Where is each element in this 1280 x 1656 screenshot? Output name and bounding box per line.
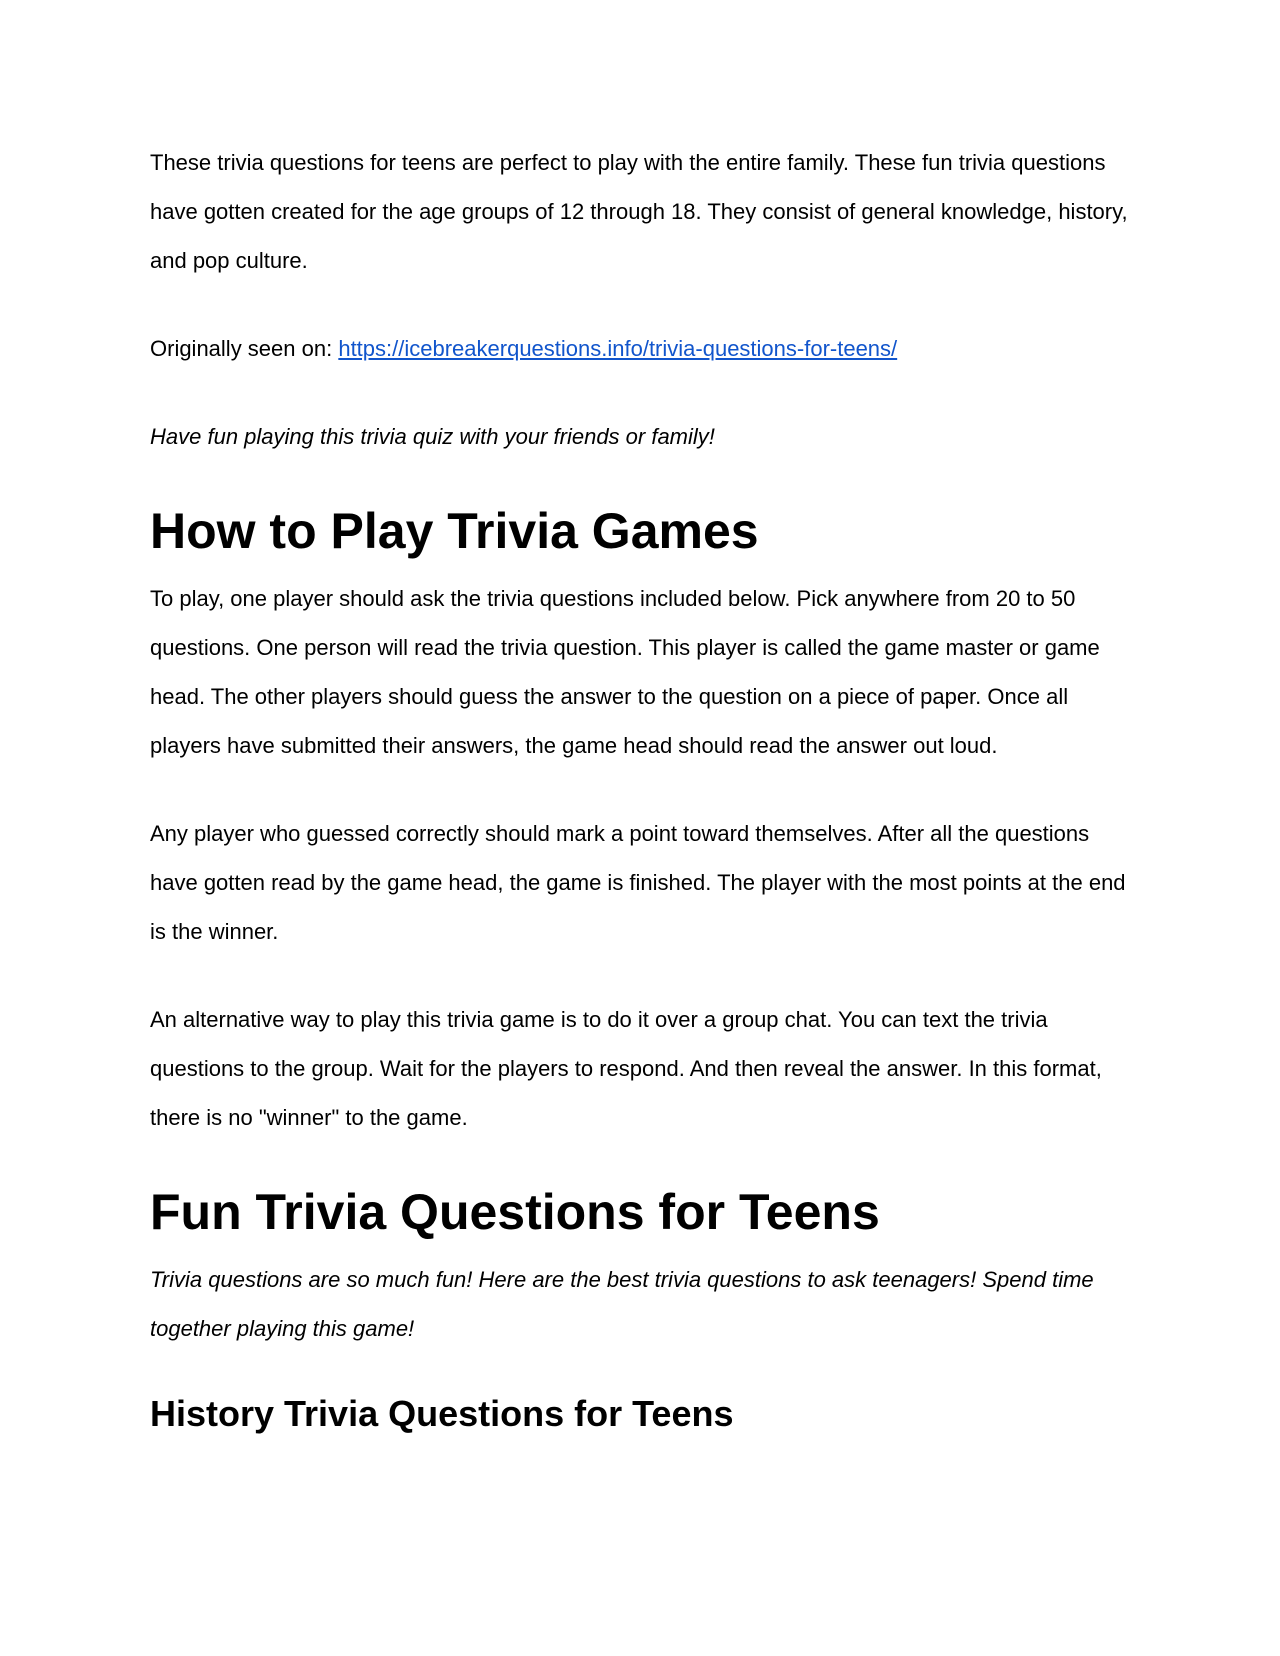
how-to-play-paragraph-3: An alternative way to play this trivia game is to do it over a group chat. You can text the trivia questions to the group. Wait for the players to respond. And then reveal the answer. In this format, there is no "winner" to the game.	[150, 1007, 1102, 1130]
source-prefix: Originally seen on:	[150, 336, 339, 361]
how-to-play-paragraph-1: To play, one player should ask the trivia questions included below. Pick anywhere from 20 to 50 questions. One person will read the trivia question. This player is called the game master or game head. The other players should guess the answer to the question on a piece of paper. Once all players have submitted their answers, the game head should read the answer out loud.	[150, 586, 1100, 758]
fun-trivia-intro: Trivia questions are so much fun! Here are the best trivia questions to ask teenagers! Spend time together playing this game!	[150, 1267, 1094, 1341]
history-trivia-heading: History Trivia Questions for Teens	[150, 1393, 734, 1434]
fun-trivia-heading: Fun Trivia Questions for Teens	[150, 1184, 880, 1240]
how-to-play-paragraph-2: Any player who guessed correctly should mark a point toward themselves. After all the questions have gotten read by the game head, the game is finished. The player with the most points at the end is the winner.	[150, 821, 1126, 944]
document-page	[150, 138, 1140, 1436]
tagline: Have fun playing this trivia quiz with your friends or family!	[150, 424, 715, 449]
intro-paragraph: These trivia questions for teens are perfect to play with the entire family. These fun trivia questions have gotten created for the age groups of 12 through 18. They consist of general knowledge, history, and pop culture.	[150, 150, 1128, 273]
source-line	[150, 324, 1140, 373]
source-link[interactable]: https://icebreakerquestions.info/trivia-questions-for-teens/	[338, 336, 898, 361]
how-to-play-heading: How to Play Trivia Games	[150, 503, 759, 559]
